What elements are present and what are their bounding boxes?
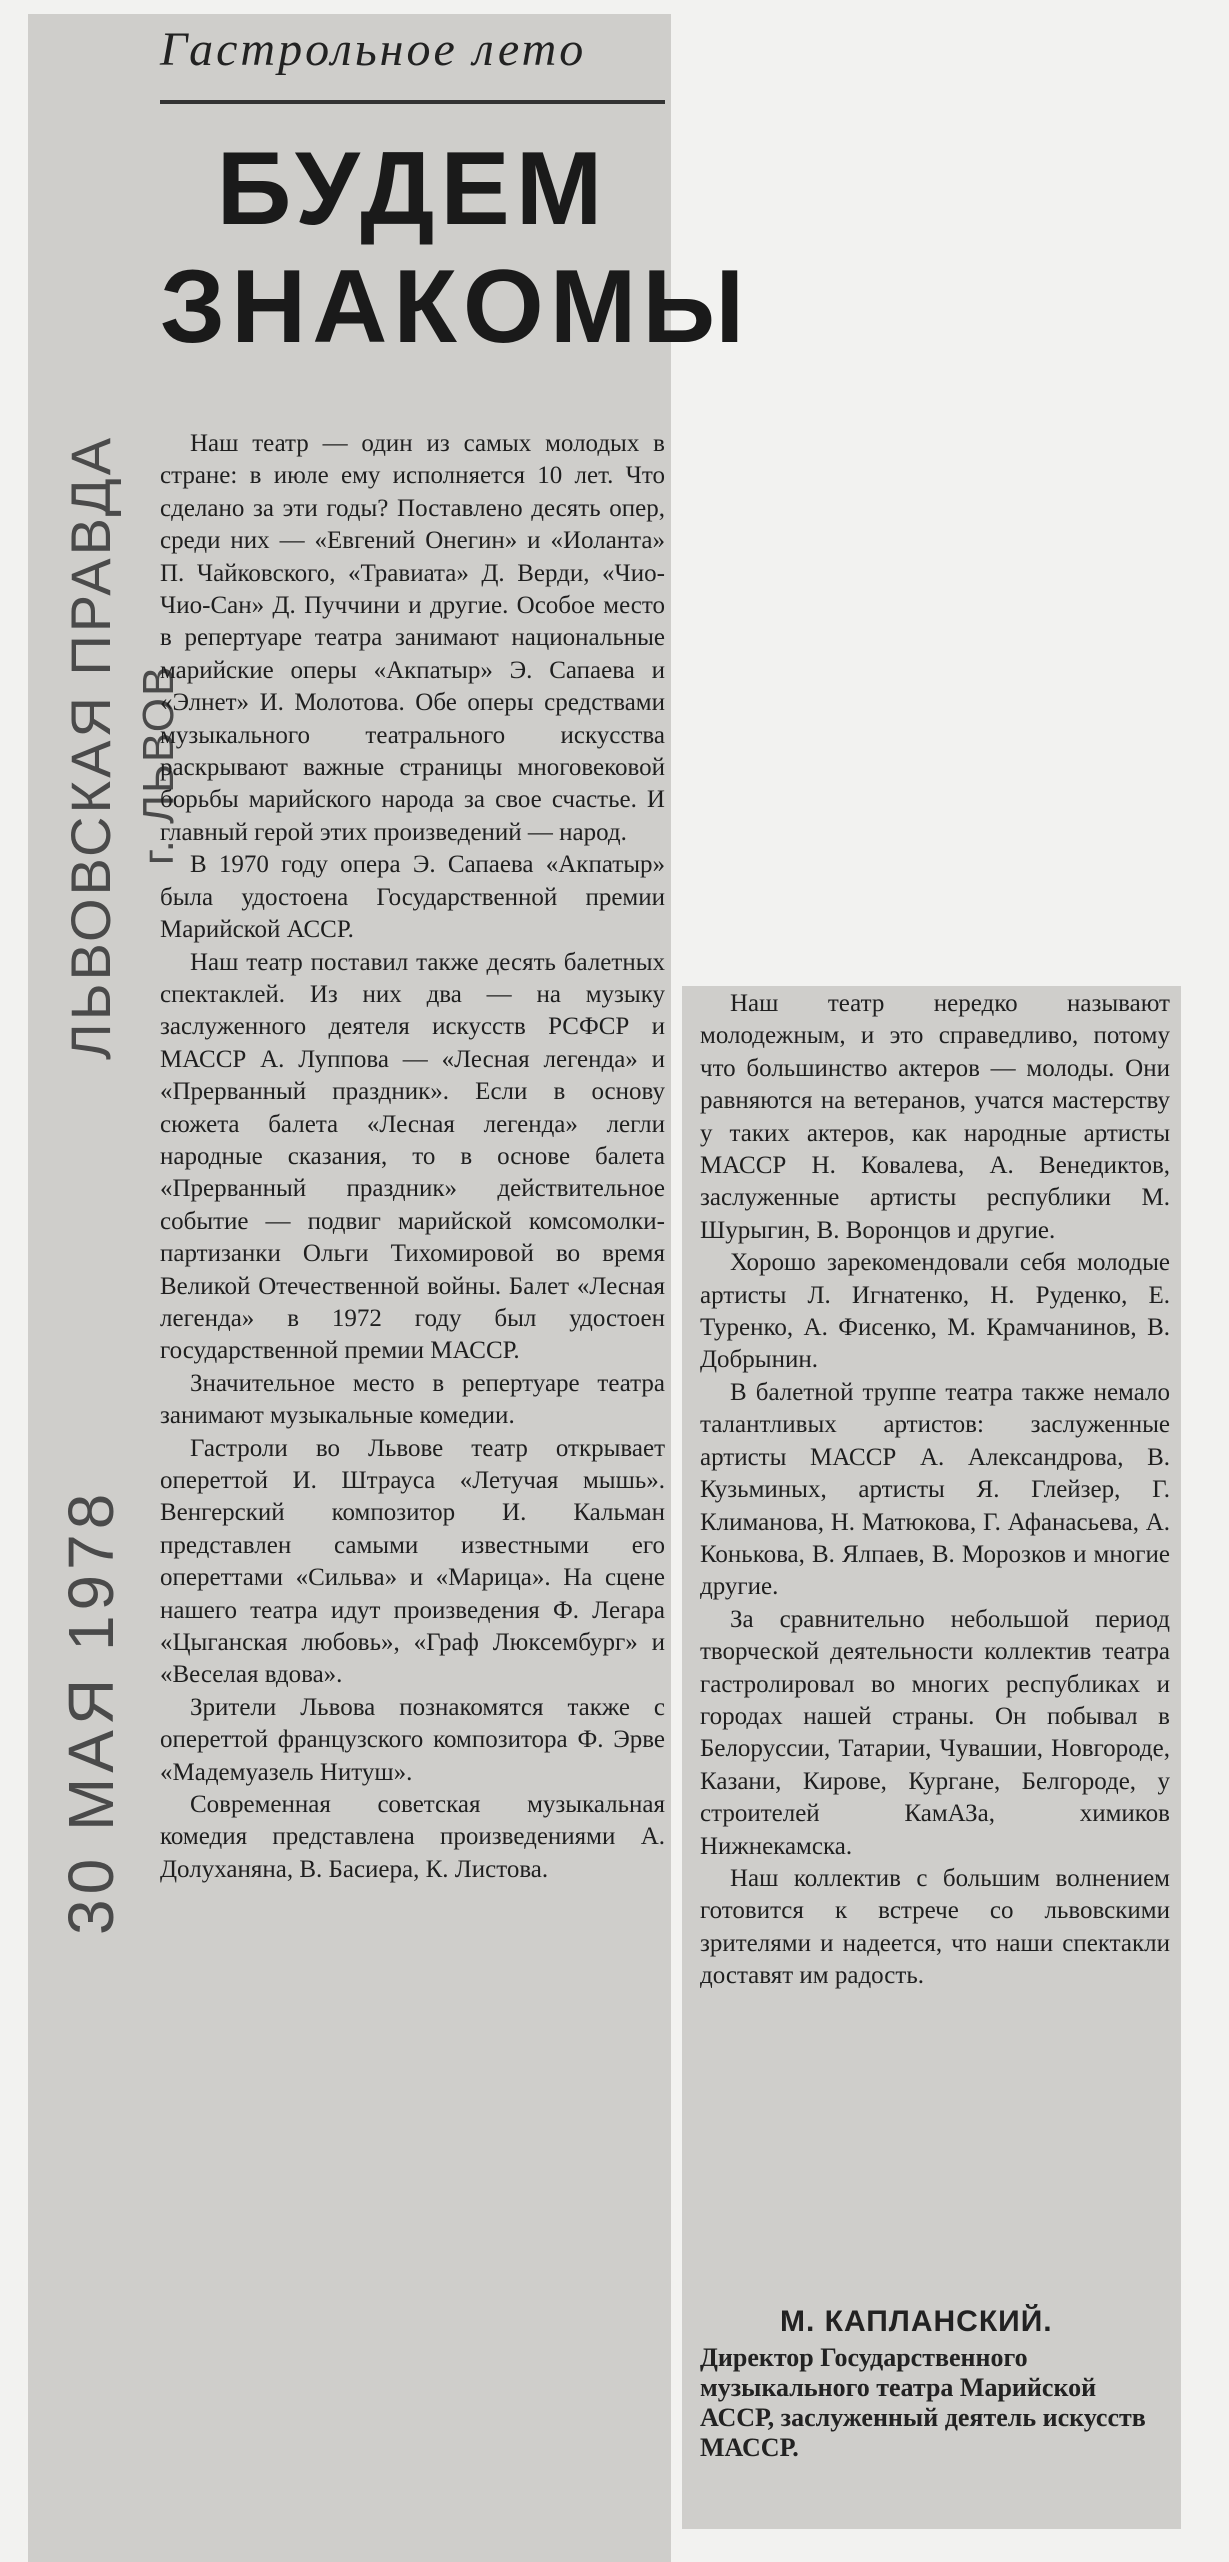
paragraph: Гастроли во Львове театр открывает опереттой И. Штрауса «Летучая мышь». Венгерский композитор И. Кальман представлен самыми известными его опереттами «Сильва» и «Марица». На сцене нашего театра идут произведения Ф. Легара «Цыганская любовь», «Граф Люксембург» и «Веселая вдова».: [160, 1434, 665, 1689]
paragraph: Значительное место в репертуаре театра занимают музыкальные комедии.: [160, 1369, 665, 1430]
paragraph: За сравнительно небольшой период творческой деятельности коллектив театра гастролировал во многих республиках и городах нашей страны. Он побывал в Белоруссии, Татарии, Чувашии, Новгороде, Казани, Кирове, Кургане, Белгороде, у строителей КамАЗа, химиков Нижнекамска.: [700, 1605, 1170, 1860]
paragraph: Современная советская музыкальная комедия представлена произведениями А. Долуханяна, В. Басиера, К. Листова.: [160, 1791, 665, 1883]
date-stamp: 30 МАЯ 1978: [55, 1488, 127, 1935]
paragraph: Наш коллектив с большим волнением готовится к встрече со львовскими зрителями и надеется, что наши спектакли доставят им радость.: [700, 1864, 1170, 1990]
headline-line-2: ЗНАКОМЫ: [160, 249, 751, 365]
paragraph: В балетной труппе театра также немало талантливых артистов: заслуженные артисты МАССР А. Александрова, В. Кузьминых, артисты Я. Глейзер, Г. Климанова, Н. Матюкова, Г. Афанасьева, А. Конькова, В. Ялпаев, В. Морозков и многие другие.: [700, 1378, 1170, 1601]
author-title: Директор Государственного музыкального театра Марийской АССР, заслуженный деятель искусств МАССР.: [700, 2343, 1146, 2462]
right-text-column: [700, 988, 1170, 1993]
paragraph: Наш театр нередко называют молодежным, и это справедливо, потому что большинство актеров — молоды. Они равняются на ветеранов, учатся мастерству у таких актеров, как народные артисты МАССР Н. Ковалева, А. Венедиктов, заслуженные артисты республики М. Шурыгин, В. Воронцов и другие.: [700, 990, 1170, 1244]
author-name: М. КАПЛАНСКИЙ.: [780, 2305, 1053, 2338]
left-text-column: [160, 428, 665, 1886]
rubric-heading: Гастрольное лето: [160, 23, 587, 76]
newspaper-name-stamp: ЛЬВОВСКАЯ ПРАВДА: [59, 434, 122, 1060]
city-stamp: г. ЛЬВОВ: [134, 664, 183, 865]
paragraph: Наш театр — один из самых молодых в стране: в июле ему исполняется 10 лет. Что сделано за эти годы? Поставлено десять опер, среди них — «Евгений Онегин» и «Иоланта» П. Чайковского, «Травиата» Д. Верди, «Чио-Чио-Сан» Д. Пуччини и другие. Особое место в репертуаре театра занимают национальные марийские оперы «Акпатыр» Э. Сапаева и «Элнет» И. Молотова. Обе оперы средствами музыкального театрального искусства раскрывают важные страницы многовековой борьбы марийского народа за свое счастье. И главный герой этих произведений — народ.: [160, 430, 665, 846]
rubric-divider: [160, 100, 665, 104]
paragraph: Наш театр поставил также десять балетных спектаклей. Из них два — на музыку заслуженного деятеля искусств РСФСР и МАССР А. Луппова — «Лесная легенда» и «Прерванный праздник». Если в основу сюжета балета «Лесная легенда» легли народные сказания, то в основе балета «Прерванный праздник» действительное событие — подвиг марийской комсомолки-партизанки Ольги Тихомировой во время Великой Отечественной войны. Балет «Лесная легенда» в 1972 году был удостоен государственной премии МАССР.: [160, 948, 665, 1365]
paragraph: В 1970 году опера Э. Сапаева «Акпатыр» была удостоена Государственной премии Марийской АССР.: [160, 851, 665, 944]
author-signature: [700, 2305, 1170, 2463]
paragraph: Хорошо зарекомендовали себя молодые артисты Л. Игнатенко, Н. Руденко, Е. Туренко, А. Фисенко, М. Крамчанинов, В. Добрынин.: [700, 1249, 1170, 1374]
paragraph: Зрители Львова познакомятся также с опереттой французского композитора Ф. Эрве «Мадемуазель Нитуш».: [160, 1693, 665, 1786]
headline-line-1: БУДЕМ: [216, 131, 609, 247]
article-headline: [160, 130, 751, 366]
